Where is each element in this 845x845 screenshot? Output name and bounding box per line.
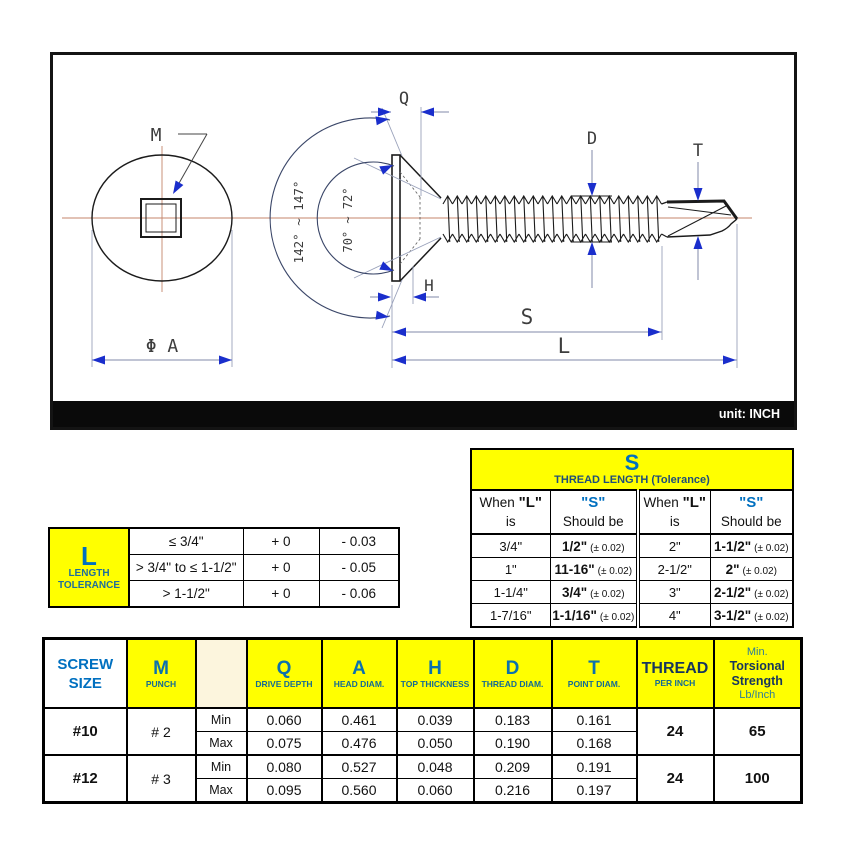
min-label: Min: [196, 708, 247, 732]
table-row: [471, 449, 793, 490]
a-max: 0.560: [322, 779, 397, 803]
dimension-d: [572, 129, 612, 288]
table-row: [471, 534, 793, 558]
s-value: 1/2" (± 0.02): [550, 534, 638, 558]
s-value: 2" (± 0.02): [710, 558, 793, 581]
minus-tol-cell: - 0.03: [319, 528, 399, 555]
h-top-thickness-header: H TOP THICKNESS: [397, 639, 474, 709]
plus-tol-cell: + 0: [243, 528, 319, 555]
plus-tol-cell: + 0: [243, 555, 319, 581]
minus-tol-cell: - 0.06: [319, 581, 399, 608]
l-value: 1": [471, 558, 550, 581]
table-row: [471, 558, 793, 581]
s-value: 1-1/16" (± 0.02): [550, 604, 638, 628]
when-l-header: When "L" is: [471, 490, 550, 534]
thread-length-title-suffix: (Tolerance): [651, 474, 710, 486]
t-min: 0.191: [552, 755, 637, 779]
table-row: [471, 581, 793, 604]
q-min: 0.080: [247, 755, 322, 779]
l-value: 2-1/2": [638, 558, 710, 581]
technical-drawing-panel: [50, 52, 797, 430]
minus-tol-cell: - 0.05: [319, 555, 399, 581]
table-row: [471, 604, 793, 628]
screw-spec-table: [42, 637, 803, 804]
strength-value: 100: [714, 755, 802, 803]
drill-point: [667, 201, 737, 237]
t-max: 0.197: [552, 779, 637, 803]
s-should-be-header: "S" Should be: [550, 490, 638, 534]
t-point-diam-header: T POINT DIAM.: [552, 639, 637, 709]
condition-cell: > 1-1/2": [129, 581, 243, 608]
dimension-q: [371, 89, 449, 196]
label-head-angle: 142° ~ 147°: [291, 180, 306, 264]
thread-length-title-cell: [471, 449, 793, 490]
dimension-h: [370, 266, 439, 304]
unit-note-bar: [53, 401, 794, 427]
thread-per-inch-header: THREAD PER INCH: [637, 639, 714, 709]
strength-value: 65: [714, 708, 802, 755]
max-label: Max: [196, 779, 247, 803]
q-max: 0.095: [247, 779, 322, 803]
d-min: 0.183: [474, 708, 552, 732]
q-min: 0.060: [247, 708, 322, 732]
h-min: 0.048: [397, 755, 474, 779]
d-thread-diam-header: D THREAD DIAM.: [474, 639, 552, 709]
a-min: 0.527: [322, 755, 397, 779]
plus-tol-cell: + 0: [243, 581, 319, 608]
label-h: H: [424, 276, 434, 295]
dimension-s: [392, 246, 662, 368]
label-m: M: [150, 125, 162, 146]
l-value: 3": [638, 581, 710, 604]
a-head-diam-header: A HEAD DIAM.: [322, 639, 397, 709]
dimension-m-leader: [151, 125, 207, 196]
label-point-angle: 70° ~ 72°: [341, 187, 355, 253]
l-value: 1-7/16": [471, 604, 550, 628]
s-value: 3/4" (± 0.02): [550, 581, 638, 604]
min-max-header: [196, 639, 247, 709]
length-word: LENGTH: [68, 567, 110, 579]
s-value: 11-16" (± 0.02): [550, 558, 638, 581]
table-row: [49, 528, 399, 555]
torsional-strength-header: Min. Torsional Strength Lb/Inch: [714, 639, 802, 709]
d-max: 0.190: [474, 732, 552, 756]
label-q: Q: [398, 89, 410, 109]
thread-profile: [443, 196, 662, 242]
thread-per-inch-value: 24: [637, 708, 714, 755]
condition-cell: ≤ 3/4": [129, 528, 243, 555]
length-tolerance-table: [48, 527, 400, 608]
table-header-row: [44, 639, 802, 709]
screw-size-header: SCREW SIZE: [44, 639, 127, 709]
t-max: 0.168: [552, 732, 637, 756]
unit-note: unit: INCH: [718, 407, 780, 421]
l-value: 4": [638, 604, 710, 628]
condition-cell: > 3/4" to ≤ 1-1/2": [129, 555, 243, 581]
s-value: 3-1/2" (± 0.02): [710, 604, 793, 628]
thread-length-table: [470, 448, 794, 628]
m-punch-header: M PUNCH: [127, 639, 196, 709]
label-l: L: [557, 334, 571, 358]
screw-size-value: #12: [44, 755, 127, 803]
label-t: T: [692, 141, 704, 161]
tolerance-word: TOLERANCE: [57, 579, 121, 591]
max-label: Max: [196, 732, 247, 756]
d-min: 0.209: [474, 755, 552, 779]
q-max: 0.075: [247, 732, 322, 756]
h-max: 0.060: [397, 779, 474, 803]
table-row-10-min: [44, 708, 802, 732]
punch-value: # 3: [127, 755, 196, 803]
label-phi-a: Φ A: [145, 336, 179, 357]
l-letter: L: [81, 540, 97, 571]
a-min: 0.461: [322, 708, 397, 732]
min-label: Min: [196, 755, 247, 779]
thread-per-inch-value: 24: [637, 755, 714, 803]
l-value: 2": [638, 534, 710, 558]
a-max: 0.476: [322, 732, 397, 756]
s-letter: S: [624, 450, 640, 475]
table-header-row: [471, 490, 793, 534]
s-value: 2-1/2" (± 0.02): [710, 581, 793, 604]
s-should-be-header: "S" Should be: [710, 490, 793, 534]
h-min: 0.039: [397, 708, 474, 732]
screw-size-value: #10: [44, 708, 127, 755]
label-d: D: [586, 129, 598, 149]
when-l-header: When "L" is: [638, 490, 710, 534]
t-min: 0.161: [552, 708, 637, 732]
screw-drawing: [53, 55, 794, 401]
q-drive-depth-header: Q DRIVE DEPTH: [247, 639, 322, 709]
punch-value: # 2: [127, 708, 196, 755]
d-max: 0.216: [474, 779, 552, 803]
dimension-l: [392, 224, 737, 368]
h-max: 0.050: [397, 732, 474, 756]
table-row-12-min: [44, 755, 802, 779]
thread-length-title: THREAD LENGTH: [554, 474, 649, 486]
l-value: 3/4": [471, 534, 550, 558]
l-value: 1-1/4": [471, 581, 550, 604]
length-tolerance-title-cell: [49, 528, 129, 607]
s-value: 1-1/2" (± 0.02): [710, 534, 793, 558]
label-s: S: [520, 305, 534, 329]
